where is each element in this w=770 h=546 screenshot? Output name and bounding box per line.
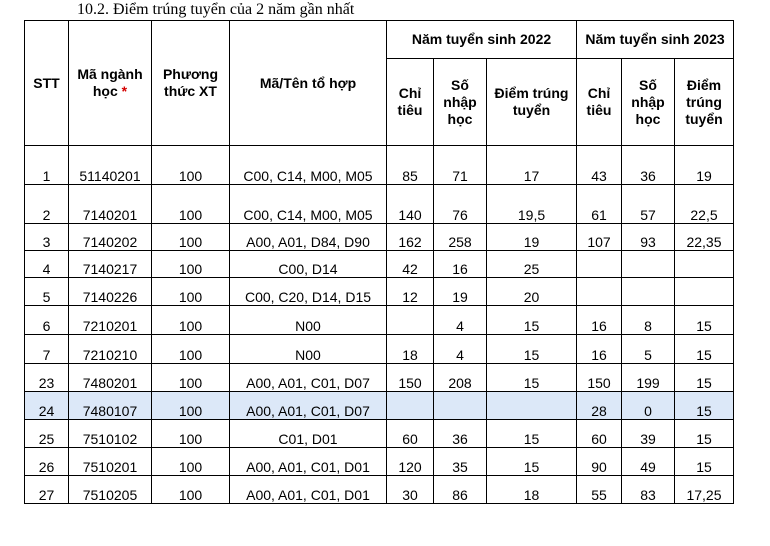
cell-to-hop: A00, A01, D84, D90 — [230, 224, 387, 251]
cell-chi-tieu-2022: 12 — [387, 278, 434, 306]
header-chi-tieu-2023: Chỉ tiêu — [577, 59, 622, 146]
cell-to-hop: A00, A01, C01, D07 — [230, 364, 387, 392]
cell-stt: 7 — [25, 335, 69, 364]
cell-so-nhap-hoc-2023: 36 — [622, 146, 675, 185]
cell-diem-2022: 25 — [487, 251, 577, 278]
cell-so-nhap-hoc-2022: 16 — [434, 251, 487, 278]
cell-chi-tieu-2023: 55 — [577, 476, 622, 504]
admission-scores-table — [24, 20, 734, 504]
table-row — [25, 224, 734, 251]
cell-phuong-thuc: 100 — [152, 392, 230, 420]
cell-ma-nganh: 7210201 — [69, 306, 152, 335]
cell-so-nhap-hoc-2022: 258 — [434, 224, 487, 251]
cell-chi-tieu-2022: 140 — [387, 185, 434, 224]
cell-chi-tieu-2022 — [387, 306, 434, 335]
cell-diem-2023: 19 — [675, 146, 734, 185]
cell-chi-tieu-2023 — [577, 251, 622, 278]
cell-to-hop: C01, D01 — [230, 420, 387, 448]
cell-stt: 6 — [25, 306, 69, 335]
cell-so-nhap-hoc-2022: 86 — [434, 476, 487, 504]
cell-stt: 5 — [25, 278, 69, 306]
cell-diem-2022 — [487, 392, 577, 420]
cell-chi-tieu-2023: 16 — [577, 335, 622, 364]
cell-stt: 24 — [25, 392, 69, 420]
header-diem-2023: Điểm trúng tuyển — [675, 59, 734, 146]
cell-stt: 1 — [25, 146, 69, 185]
cell-phuong-thuc: 100 — [152, 251, 230, 278]
cell-ma-nganh: 51140201 — [69, 146, 152, 185]
cell-to-hop: A00, A01, C01, D01 — [230, 476, 387, 504]
cell-to-hop: A00, A01, C01, D01 — [230, 448, 387, 476]
cell-chi-tieu-2023: 28 — [577, 392, 622, 420]
cell-chi-tieu-2023: 107 — [577, 224, 622, 251]
cell-chi-tieu-2022: 60 — [387, 420, 434, 448]
cell-chi-tieu-2022: 162 — [387, 224, 434, 251]
cell-so-nhap-hoc-2023 — [622, 278, 675, 306]
cell-so-nhap-hoc-2022: 4 — [434, 306, 487, 335]
cell-chi-tieu-2023: 60 — [577, 420, 622, 448]
header-row-top — [25, 21, 734, 59]
cell-diem-2022: 15 — [487, 420, 577, 448]
cell-diem-2023: 17,25 — [675, 476, 734, 504]
cell-diem-2022: 18 — [487, 476, 577, 504]
cell-phuong-thuc: 100 — [152, 278, 230, 306]
cell-diem-2023: 15 — [675, 364, 734, 392]
header-phuong-thuc: Phương thức XT — [152, 21, 230, 146]
header-to-hop: Mã/Tên tổ hợp — [230, 21, 387, 146]
header-year-2022: Năm tuyển sinh 2022 — [387, 21, 577, 59]
header-so-nhap-hoc-2023: Số nhập học — [622, 59, 675, 146]
cell-diem-2022: 15 — [487, 364, 577, 392]
cell-so-nhap-hoc-2022 — [434, 392, 487, 420]
header-stt: STT — [25, 21, 69, 146]
table-row — [25, 335, 734, 364]
cell-so-nhap-hoc-2022: 35 — [434, 448, 487, 476]
table-row-highlighted — [25, 392, 734, 420]
cell-chi-tieu-2022: 85 — [387, 146, 434, 185]
cell-phuong-thuc: 100 — [152, 146, 230, 185]
table-row — [25, 420, 734, 448]
cell-diem-2022: 15 — [487, 306, 577, 335]
cell-so-nhap-hoc-2023: 57 — [622, 185, 675, 224]
cell-chi-tieu-2023: 43 — [577, 146, 622, 185]
table-row — [25, 306, 734, 335]
cell-diem-2022: 15 — [487, 335, 577, 364]
cell-so-nhap-hoc-2022: 19 — [434, 278, 487, 306]
required-mark: * — [121, 83, 128, 99]
cell-diem-2022: 19 — [487, 224, 577, 251]
cell-so-nhap-hoc-2022: 208 — [434, 364, 487, 392]
cell-chi-tieu-2022: 30 — [387, 476, 434, 504]
cell-to-hop: C00, C14, M00, M05 — [230, 185, 387, 224]
cell-to-hop: C00, C14, M00, M05 — [230, 146, 387, 185]
cell-stt: 23 — [25, 364, 69, 392]
cell-diem-2023: 15 — [675, 306, 734, 335]
cell-so-nhap-hoc-2023 — [622, 251, 675, 278]
header-ma-nganh-label: Mã ngành học — [77, 66, 143, 99]
cell-diem-2023: 15 — [675, 392, 734, 420]
cell-so-nhap-hoc-2023: 8 — [622, 306, 675, 335]
cell-ma-nganh: 7140201 — [69, 185, 152, 224]
cell-phuong-thuc: 100 — [152, 364, 230, 392]
cell-diem-2023 — [675, 251, 734, 278]
cell-phuong-thuc: 100 — [152, 335, 230, 364]
header-ma-nganh — [69, 21, 152, 146]
cell-so-nhap-hoc-2023: 0 — [622, 392, 675, 420]
cell-ma-nganh: 7210210 — [69, 335, 152, 364]
cell-so-nhap-hoc-2023: 49 — [622, 448, 675, 476]
cell-chi-tieu-2023 — [577, 278, 622, 306]
cell-to-hop: N00 — [230, 306, 387, 335]
cell-chi-tieu-2023: 150 — [577, 364, 622, 392]
cell-diem-2022: 15 — [487, 448, 577, 476]
cell-phuong-thuc: 100 — [152, 224, 230, 251]
cell-to-hop: N00 — [230, 335, 387, 364]
cell-to-hop: A00, A01, C01, D07 — [230, 392, 387, 420]
cell-ma-nganh: 7140202 — [69, 224, 152, 251]
table-row — [25, 448, 734, 476]
cell-to-hop: C00, D14 — [230, 251, 387, 278]
cell-stt: 4 — [25, 251, 69, 278]
header-diem-2022: Điểm trúng tuyển — [487, 59, 577, 146]
cell-ma-nganh: 7510201 — [69, 448, 152, 476]
cell-stt: 3 — [25, 224, 69, 251]
table-row — [25, 146, 734, 185]
cell-phuong-thuc: 100 — [152, 420, 230, 448]
cell-diem-2023: 22,5 — [675, 185, 734, 224]
section-caption: 10.2. Điểm trúng tuyển của 2 năm gần nhất — [77, 1, 355, 18]
cell-phuong-thuc: 100 — [152, 185, 230, 224]
cell-chi-tieu-2022: 120 — [387, 448, 434, 476]
cell-so-nhap-hoc-2023: 199 — [622, 364, 675, 392]
cell-stt: 2 — [25, 185, 69, 224]
cell-chi-tieu-2022: 42 — [387, 251, 434, 278]
cell-phuong-thuc: 100 — [152, 476, 230, 504]
cell-diem-2023: 15 — [675, 448, 734, 476]
table-row — [25, 278, 734, 306]
cell-to-hop: C00, C20, D14, D15 — [230, 278, 387, 306]
cell-ma-nganh: 7140217 — [69, 251, 152, 278]
cell-so-nhap-hoc-2022: 4 — [434, 335, 487, 364]
cell-chi-tieu-2023: 61 — [577, 185, 622, 224]
cell-chi-tieu-2023: 90 — [577, 448, 622, 476]
cell-chi-tieu-2022: 150 — [387, 364, 434, 392]
cell-diem-2022: 19,5 — [487, 185, 577, 224]
cell-chi-tieu-2022: 18 — [387, 335, 434, 364]
cell-diem-2022: 17 — [487, 146, 577, 185]
cell-so-nhap-hoc-2022: 71 — [434, 146, 487, 185]
cell-so-nhap-hoc-2022: 76 — [434, 185, 487, 224]
cell-chi-tieu-2022 — [387, 392, 434, 420]
cell-stt: 27 — [25, 476, 69, 504]
table-row — [25, 185, 734, 224]
cell-diem-2023: 15 — [675, 335, 734, 364]
cell-ma-nganh: 7510102 — [69, 420, 152, 448]
cell-ma-nganh: 7510205 — [69, 476, 152, 504]
cell-ma-nganh: 7480201 — [69, 364, 152, 392]
cell-diem-2023: 22,35 — [675, 224, 734, 251]
table-row — [25, 251, 734, 278]
cell-so-nhap-hoc-2023: 93 — [622, 224, 675, 251]
table-row — [25, 476, 734, 504]
cell-phuong-thuc: 100 — [152, 306, 230, 335]
cell-diem-2022: 20 — [487, 278, 577, 306]
cell-stt: 26 — [25, 448, 69, 476]
table-row — [25, 364, 734, 392]
cell-phuong-thuc: 100 — [152, 448, 230, 476]
header-year-2023: Năm tuyển sinh 2023 — [577, 21, 734, 59]
cell-diem-2023 — [675, 278, 734, 306]
cell-stt: 25 — [25, 420, 69, 448]
cell-so-nhap-hoc-2023: 83 — [622, 476, 675, 504]
cell-ma-nganh: 7480107 — [69, 392, 152, 420]
cell-chi-tieu-2023: 16 — [577, 306, 622, 335]
cell-so-nhap-hoc-2023: 5 — [622, 335, 675, 364]
header-so-nhap-hoc-2022: Số nhập học — [434, 59, 487, 146]
cell-so-nhap-hoc-2022: 36 — [434, 420, 487, 448]
header-chi-tieu-2022: Chỉ tiêu — [387, 59, 434, 146]
cell-diem-2023: 15 — [675, 420, 734, 448]
cell-ma-nganh: 7140226 — [69, 278, 152, 306]
cell-so-nhap-hoc-2023: 39 — [622, 420, 675, 448]
